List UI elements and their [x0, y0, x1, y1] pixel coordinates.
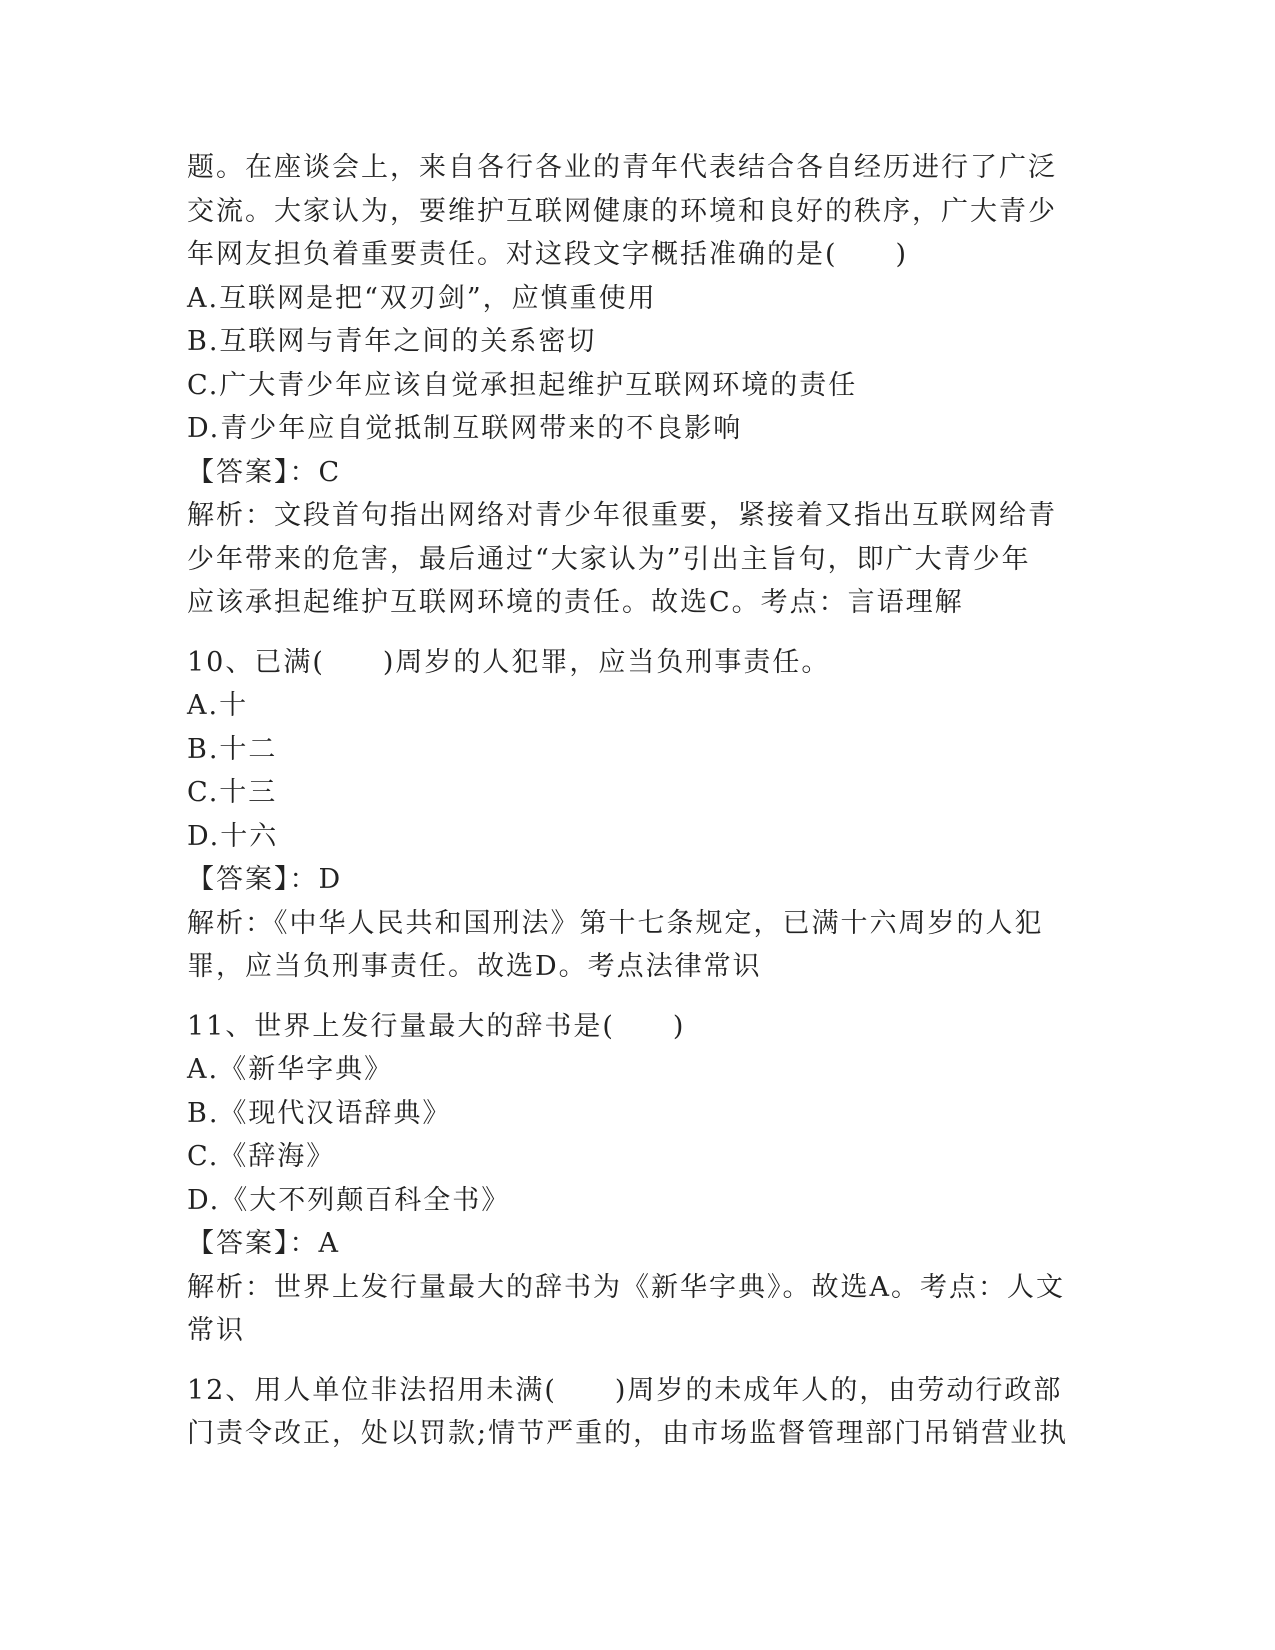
question-11 [187, 1005, 1087, 1353]
analysis-line: 应该承担起维护互联网环境的责任。故选C。考点：言语理解 [187, 587, 964, 618]
option-d: D.青少年应自觉抵制互联网带来的不良影响 [187, 413, 743, 444]
question-spacer [187, 625, 1087, 641]
question-spacer [187, 1353, 1087, 1369]
question-spacer [187, 989, 1087, 1005]
option-c: C.广大青少年应该自觉承担起维护互联网环境的责任 [187, 369, 858, 401]
question-stem-line: 交流。大家认为，要维护互联网健康的环境和良好的秩序，广大青少 [187, 195, 1057, 227]
analysis-line: 解析：《中华人民共和国刑法》第十七条规定，已满十六周岁的人犯 [187, 907, 1044, 939]
question-stem-line: 12、用人单位非法招用未满( )周岁的未成年人的，由劳动行政部 [187, 1374, 1063, 1406]
question-stem-line: 11、世界上发行量最大的辞书是( ) [187, 1010, 686, 1042]
answer-line: 【答案】：D [187, 864, 343, 895]
analysis-line: 解析：世界上发行量最大的辞书为《新华字典》。故选A。考点：人文 [187, 1271, 1065, 1303]
question-12 [187, 1369, 1087, 1456]
question-stem-line: 门责令改正，处以罚款;情节严重的，由市场监督管理部门吊销营业执 [187, 1418, 1069, 1449]
option-b: B.《现代汉语辞典》 [187, 1097, 452, 1129]
option-d: D.《大不列颠百科全书》 [187, 1184, 511, 1216]
question-9 [187, 146, 1087, 625]
page-content [187, 146, 1087, 1456]
option-d: D.十六 [187, 820, 279, 852]
analysis-line: 解析：文段首句指出网络对青少年很重要，紧接着又指出互联网给青 [187, 500, 1057, 531]
question-stem-line: 10、已满( )周岁的人犯罪，应当负刑事责任。 [187, 646, 831, 678]
analysis-line: 罪，应当负刑事责任。故选D。考点法律常识 [187, 951, 762, 982]
option-c: C.《辞海》 [187, 1141, 336, 1172]
question-stem-line: 题。在座谈会上，来自各行各业的青年代表结合各自经历进行了广泛 [187, 152, 1057, 183]
option-c: C.十三 [187, 777, 278, 808]
answer-line: 【答案】：A [187, 1228, 340, 1259]
question-10 [187, 641, 1087, 989]
option-a: A.十 [187, 690, 249, 721]
answer-line: 【答案】：C [187, 456, 342, 488]
option-a: A.互联网是把“双刃剑”，应慎重使用 [187, 282, 657, 314]
question-stem-line: 年网友担负着重要责任。对这段文字概括准确的是( ) [187, 239, 909, 270]
analysis-line: 少年带来的危害，最后通过“大家认为”引出主旨句，即广大青少年 [187, 543, 1031, 575]
option-b: B.互联网与青年之间的关系密切 [187, 326, 597, 357]
analysis-line: 常识 [187, 1315, 245, 1346]
option-a: A.《新华字典》 [187, 1054, 394, 1085]
option-b: B.十二 [187, 733, 278, 765]
